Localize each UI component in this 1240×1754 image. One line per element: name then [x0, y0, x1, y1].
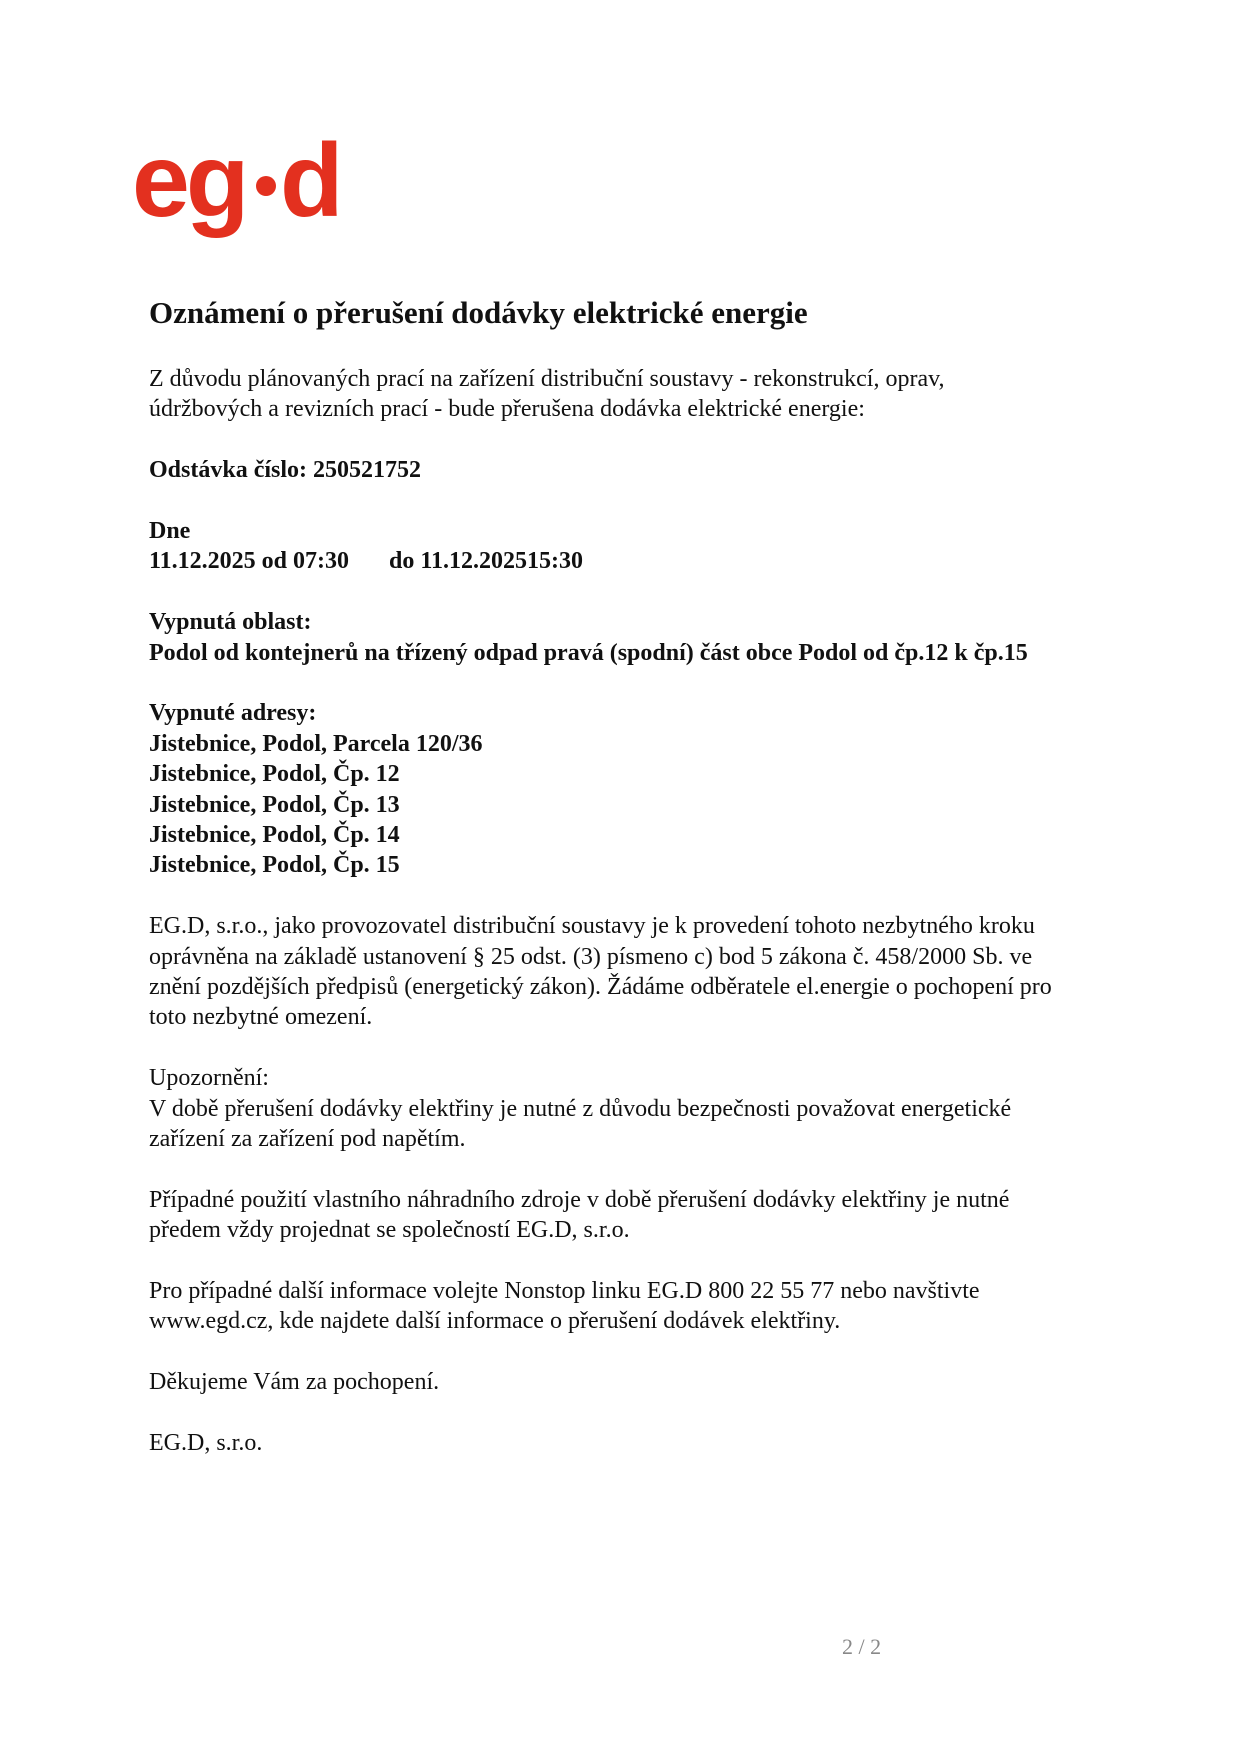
intro-paragraph: Z důvodu plánovaných prací na zařízení distribuční soustavy - rekonstrukcí, oprav, údržbových a revizních prací - bude přerušena dodávka elektrické energie: [149, 366, 945, 423]
address-item: Jistebnice, Podol, Čp. 15 [149, 852, 400, 879]
warning-paragraph: Upozornění: V době přerušení dodávky elektřiny je nutné z důvodu bezpečnosti považovat energetické zařízení za zařízení pod napětím. [149, 1065, 1012, 1153]
svg-text:eg: eg [132, 138, 246, 239]
egd-logo [132, 138, 362, 258]
outage-date: Dne 11.12.2025 od 07:30 do 11.12.202515:30 [149, 518, 584, 575]
address-item: Jistebnice, Podol, Parcela 120/36 [149, 730, 483, 757]
address-item: Jistebnice, Podol, Čp. 13 [149, 791, 400, 818]
signature: EG.D, s.r.o. [149, 1430, 263, 1457]
thanks: Děkujeme Vám za pochopení. [149, 1369, 440, 1396]
notice-body [149, 364, 1109, 1489]
legal-paragraph: EG.D, s.r.o., jako provozovatel distribuční soustavy je k provedení tohoto nezbytného kroku oprávněna na základě ustanovení § 25 odst. (3) písmeno c) bod 5 zákona č. 458/2000 Sb. ve znění pozdějších předpisů (energetický zákon). Žádáme odběratele el.energie o pochopení pro toto nezbytné omezení. [149, 913, 1052, 1031]
page-title: Oznámení o přerušení dodávky elektrické energie [149, 295, 808, 330]
info-paragraph: Pro případné další informace volejte Nonstop linku EG.D 800 22 55 77 nebo navštivte www.egd.cz, kde najdete další informace o přerušení dodávek elektřiny. [149, 1278, 980, 1335]
outage-number: Odstávka číslo: 250521752 [149, 457, 422, 484]
address-item: Jistebnice, Podol, Čp. 12 [149, 761, 400, 788]
generator-paragraph: Případné použití vlastního náhradního zdroje v době přerušení dodávky elektřiny je nutné předem vždy projednat se společností EG.D, s.r.o. [149, 1186, 1010, 1244]
outage-area: Vypnutá oblast: Podol od kontejnerů na třízený odpad pravá (spodní) část obce Podol od čp.12 k čp.15 [149, 609, 1028, 666]
address-list: Vypnuté adresy: Jistebnice, Podol, Parcela 120/36 Jistebnice, Podol, Čp. 12 Jistebnice, Podol, Čp. 13 Jistebnice, Podol, Čp. 14 Jistebnice, Podol, Čp. 15 [149, 700, 483, 879]
page-number: 2 / 2 [842, 1634, 882, 1659]
address-item: Jistebnice, Podol, Čp. 14 [149, 822, 400, 849]
svg-text:d: d [280, 138, 344, 239]
